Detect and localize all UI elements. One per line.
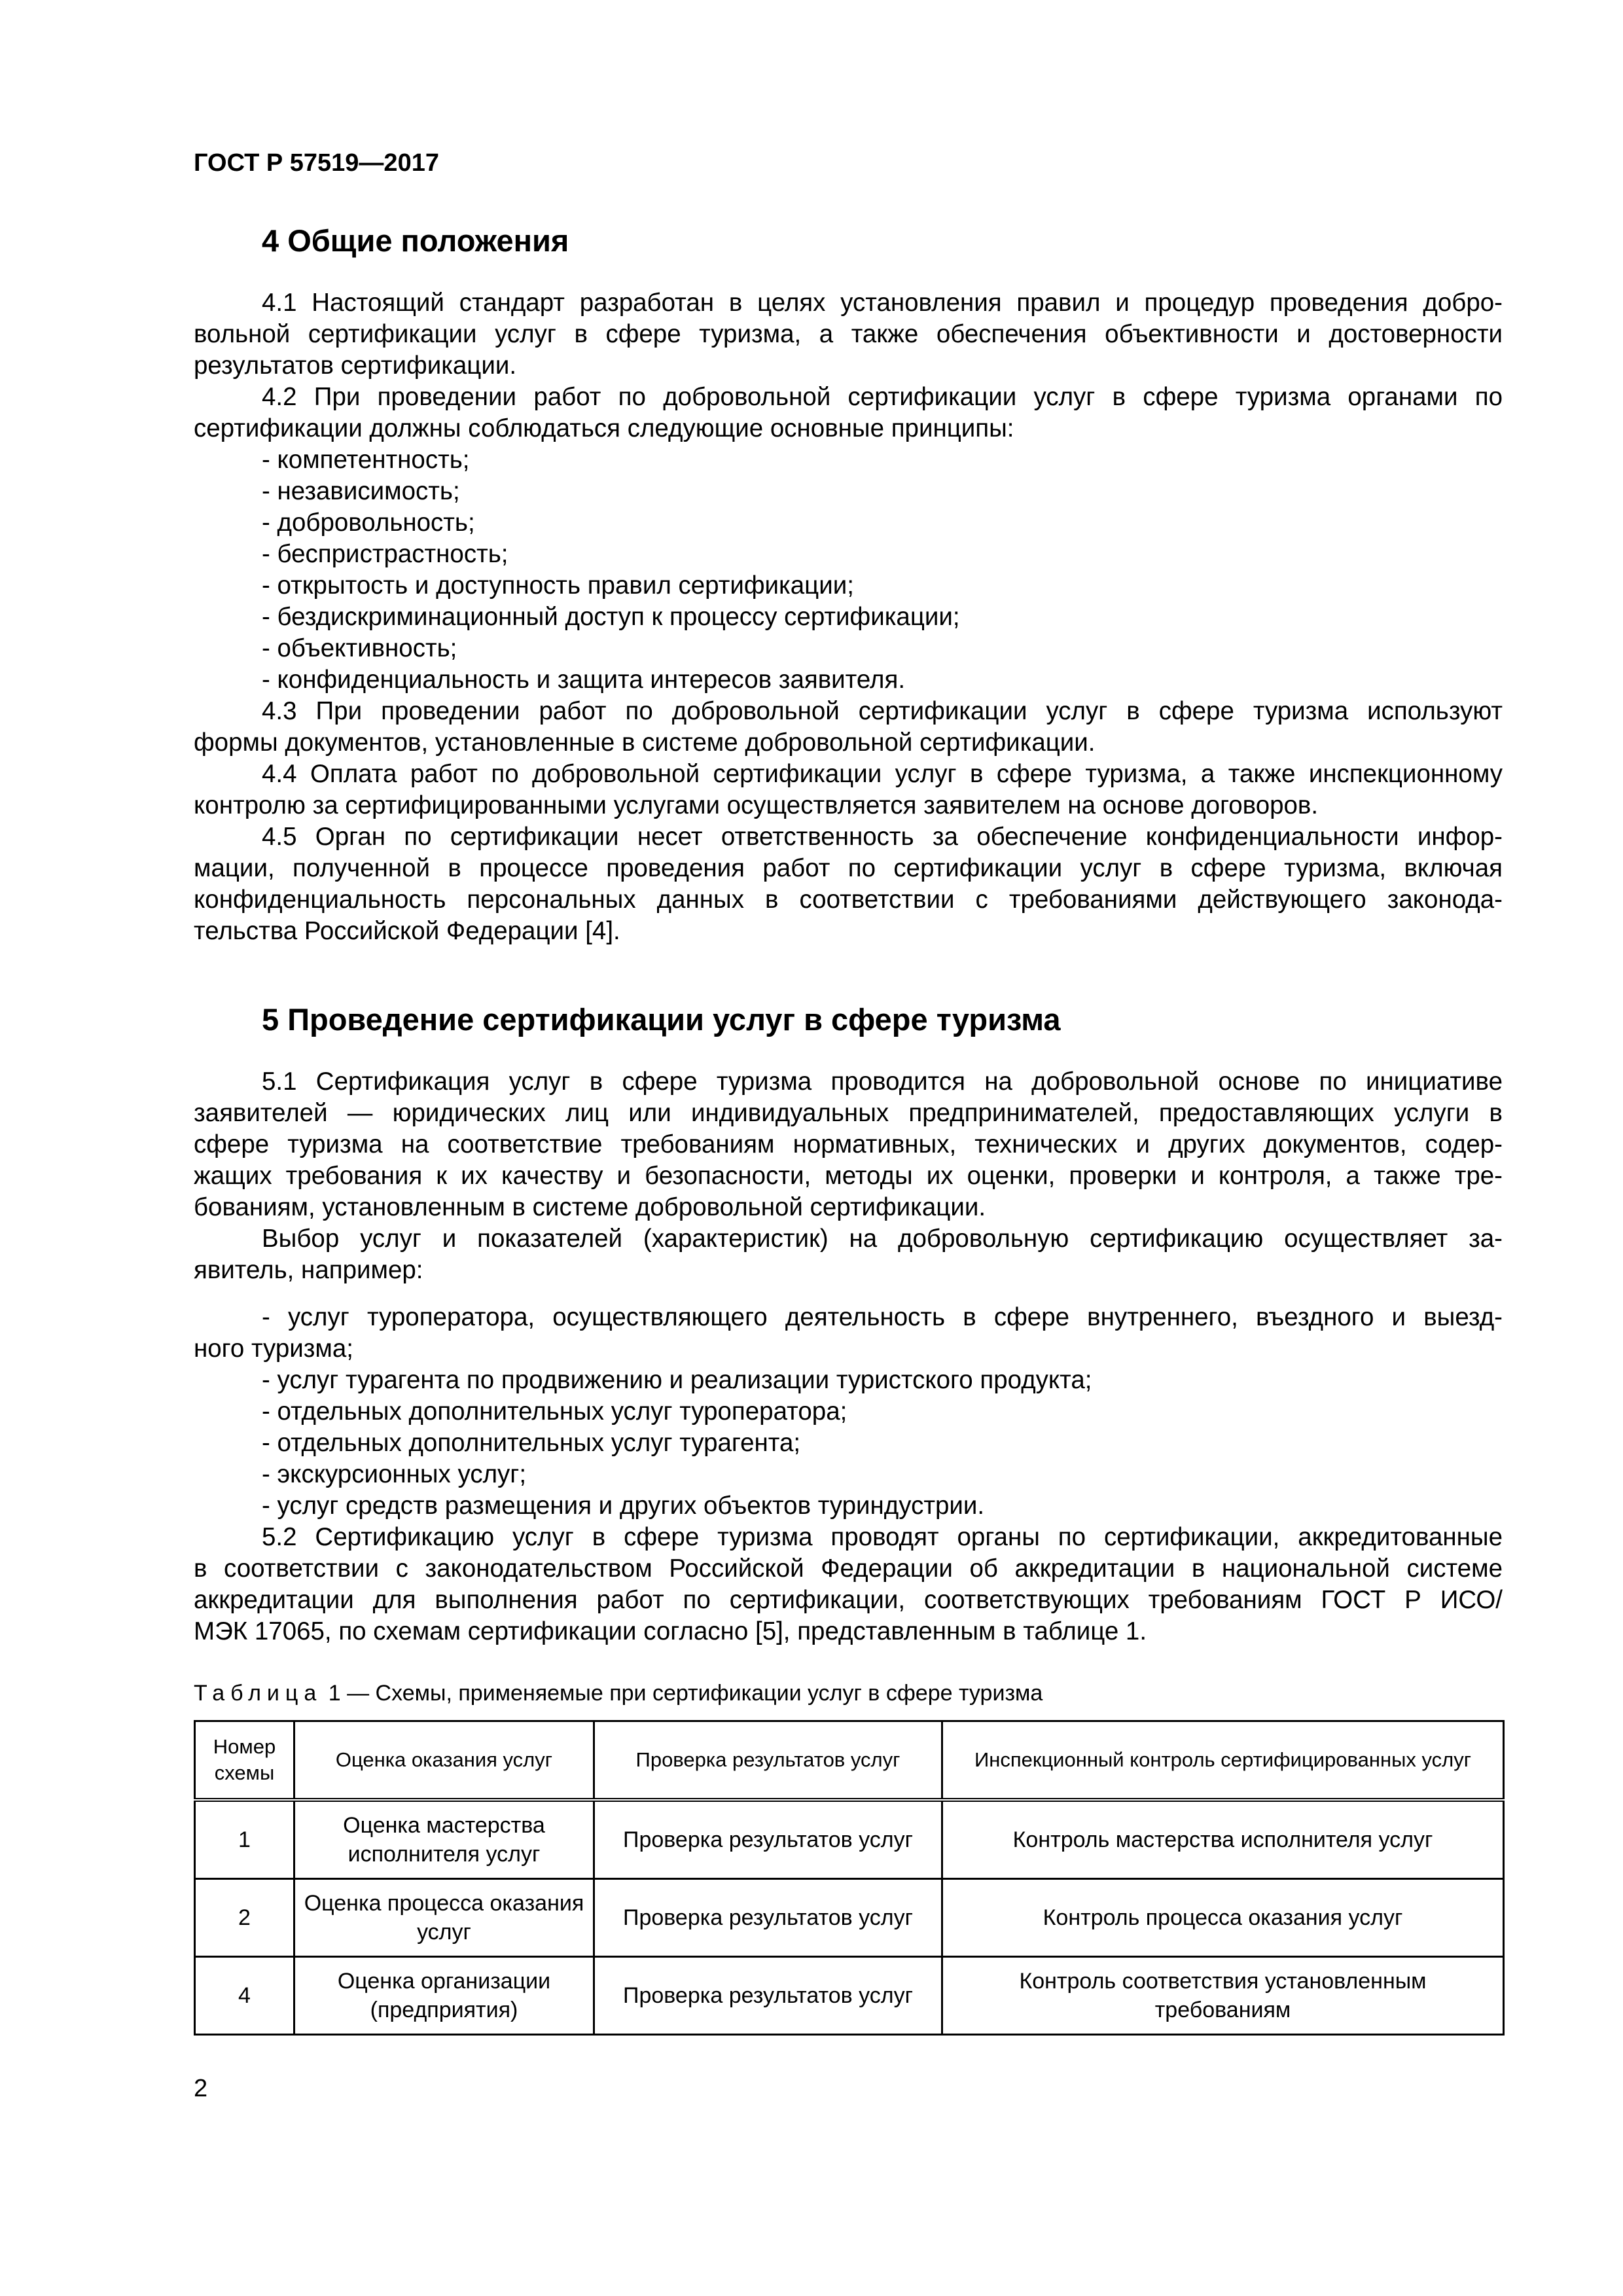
table-cell: Оценка процесса оказания услуг: [294, 1879, 594, 1957]
table-cell: Контроль мастерства исполнителя услуг: [942, 1800, 1504, 1879]
table-cell: Контроль процесса оказания услуг: [942, 1879, 1504, 1957]
table-header-cell: Оценка оказания услуг: [294, 1721, 594, 1801]
paragraph-line: конфиденциальность персональных данных в соответствии с требованиями действующего законода-: [194, 886, 1503, 914]
paragraph-line: жащих требования к их качеству и безопасности, методы их оценки, проверки и контроля, а также тре-: [194, 1162, 1503, 1190]
section-4-title: 4 Общие положения: [262, 223, 569, 258]
list-item: - отдельных дополнительных услуг туроператора;: [262, 1397, 847, 1426]
list-item: - бездискриминационный доступ к процессу сертификации;: [262, 603, 960, 631]
paragraph-line: аккредитации для выполнения работ по сертификации, соответствующих требованиям ГОСТ Р ИСО/: [194, 1586, 1503, 1614]
list-item: - независимость;: [262, 477, 460, 505]
table-row: [195, 1800, 1504, 1879]
table-row: [195, 1957, 1504, 2035]
table-cell: 2: [195, 1879, 294, 1957]
table-cell: Оценка организации (предприятия): [294, 1957, 594, 2035]
table-caption-text: 1 — Схемы, применяемые при сертификации услуг в сфере туризма: [322, 1681, 1043, 1706]
paragraph-line: МЭК 17065, по схемам сертификации согласно [5], представленным в таблице 1.: [194, 1617, 1147, 1645]
table-cell: Проверка результатов услуг: [594, 1879, 942, 1957]
schemes-table: [194, 1720, 1505, 2036]
table-cell: Контроль соответствия установленным требованиям: [942, 1957, 1504, 2035]
paragraph-line: 4.4 Оплата работ по добровольной сертификации услуг в сфере туризма, а также инспекционному: [262, 760, 1503, 788]
list-item-continuation: ного туризма;: [194, 1335, 354, 1363]
table-row: [195, 1879, 1504, 1957]
list-item: - услуг турагента по продвижению и реализации туристского продукта;: [262, 1366, 1092, 1394]
table-cell: Проверка результатов услуг: [594, 1957, 942, 2035]
paragraph-line: в соответствии с законодательством Российской Федерации об аккредитации в национальной системе: [194, 1554, 1503, 1583]
list-item: - экскурсионных услуг;: [262, 1460, 527, 1488]
paragraph-line: 4.5 Орган по сертификации несет ответственность за обеспечение конфиденциальности инфор-: [262, 823, 1503, 851]
table-cell: Проверка результатов услуг: [594, 1800, 942, 1879]
list-item: - добровольность;: [262, 509, 475, 537]
paragraph-line: Выбор услуг и показателей (характеристик) на добровольную сертификацию осуществляет за-: [262, 1225, 1503, 1253]
table-caption: [194, 1681, 1043, 1706]
paragraph-line: формы документов, установленные в системе добровольной сертификации.: [194, 728, 1096, 757]
list-item: - услуг средств размещения и других объектов туриндустрии.: [262, 1492, 985, 1520]
paragraph-line: заявителей — юридических лиц или индивидуальных предпринимателей, предоставляющих услуги в: [194, 1099, 1503, 1127]
standard-number: ГОСТ Р 57519—2017: [194, 149, 439, 177]
paragraph-line: 5.2 Сертификацию услуг в сфере туризма проводят органы по сертификации, аккредитованные: [262, 1523, 1503, 1551]
section-5-title: 5 Проведение сертификации услуг в сфере туризма: [262, 1002, 1061, 1037]
paragraph-line: мации, полученной в процессе проведения работ по сертификации услуг в сфере туризма, включая: [194, 854, 1503, 882]
table-cell: 1: [195, 1800, 294, 1879]
list-item: - объективность;: [262, 634, 457, 662]
table-cell: 4: [195, 1957, 294, 2035]
table-header-cell: Инспекционный контроль сертифицированных услуг: [942, 1721, 1504, 1801]
paragraph-line: 4.3 При проведении работ по добровольной сертификации услуг в сфере туризма используют: [262, 697, 1503, 725]
paragraph-line: результатов сертификации.: [194, 351, 517, 380]
paragraph-line: вольной сертификации услуг в сфере туризма, а также обеспечения объективности и достоверности: [194, 320, 1503, 348]
page-number: 2: [194, 2075, 208, 2102]
list-item: - беспристрастность;: [262, 540, 508, 568]
paragraph-line: 5.1 Сертификация услуг в сфере туризма проводится на добровольной основе по инициативе: [262, 1067, 1503, 1096]
list-item: - конфиденциальность и защита интересов заявителя.: [262, 666, 906, 694]
paragraph-line: тельства Российской Федерации [4].: [194, 917, 620, 945]
paragraph-line: сертификации должны соблюдаться следующие основные принципы:: [194, 414, 1014, 442]
paragraph-line: 4.2 При проведении работ по добровольной сертификации услуг в сфере туризма органами по: [262, 383, 1503, 411]
paragraph-line: бованиям, установленным в системе добровольной сертификации.: [194, 1193, 986, 1221]
paragraph-line: контролю за сертифицированными услугами осуществляется заявителем на основе договоров.: [194, 791, 1319, 819]
list-item: - компетентность;: [262, 446, 470, 474]
table-header-cell: Проверка результатов услуг: [594, 1721, 942, 1801]
list-item: - отдельных дополнительных услуг турагента;: [262, 1429, 801, 1457]
list-item: - открытость и доступность правил сертификации;: [262, 571, 854, 600]
list-item: - услуг туроператора, осуществляющего деятельность в сфере внутреннего, въездного и выезд-: [262, 1303, 1503, 1331]
table-header-cell: Номер схемы: [195, 1721, 294, 1801]
paragraph-line: явитель, например:: [194, 1256, 423, 1284]
paragraph-line: 4.1 Настоящий стандарт разработан в целях установления правил и процедур проведения добро-: [262, 289, 1503, 317]
table-header-row: [195, 1721, 1504, 1801]
table-caption-label: Таблица: [194, 1681, 323, 1706]
table-cell: Оценка мастерства исполнителя услуг: [294, 1800, 594, 1879]
paragraph-line: сфере туризма на соответствие требованиям нормативных, технических и других документов, содер-: [194, 1130, 1503, 1158]
